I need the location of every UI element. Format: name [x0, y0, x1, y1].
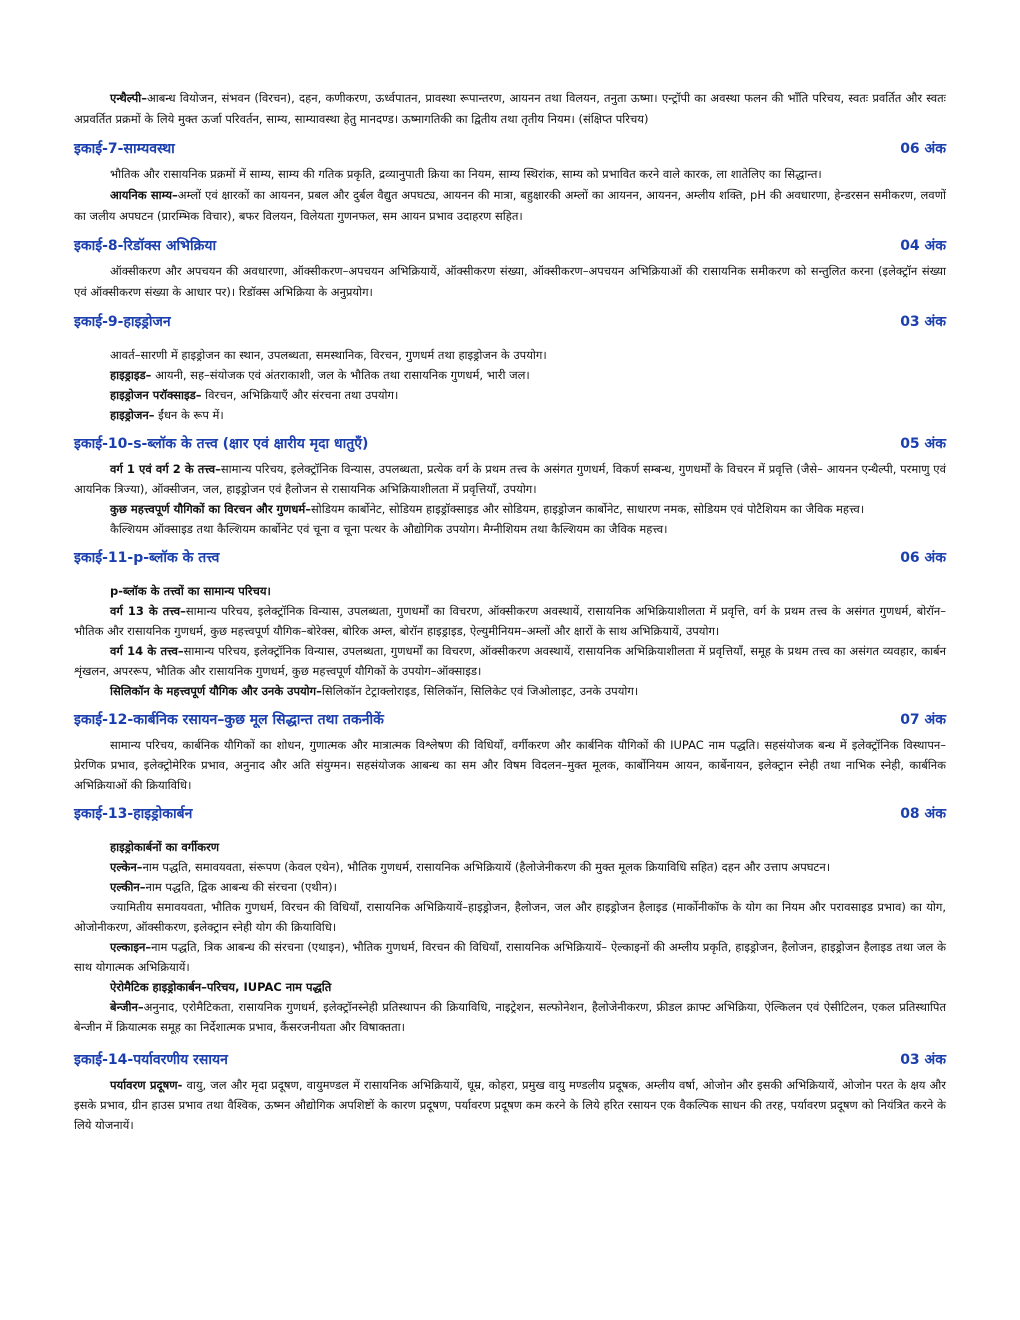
unit-14-para-1: पर्यावरण प्रदूषण- वायु, जल और मृदा प्रदूषण, वायुमण्डल में रासायनिक अभिक्रियायें, धूम्र, कोहरा, प्रमुख वायु मण्डलीय प्रदूषक, अम्लीय वर्षा, ओजोन और इसकी अभिक्रियायें, ओजोन परत के क्षय और इसके प्रभाव, ग्रीन हाउस प्रभाव तथा वैश्विक, ऊष्मन औद्योगिक अपशिष्टों के कारण प्रदूषण, पर्यावरण प्रदूषण कम करने के लिये हरित रसायन एक वैकल्पिक साधन की तरह, पर्यावरण प्रदूषण को नियंत्रित करने के लिये योजनायें।	[74, 1078, 946, 1132]
unit-12-para-1: सामान्य परिचय, कार्बनिक यौगिकों का शोधन, गुणात्मक और मात्रात्मक विश्लेषण की विधियाँ, वर्गीकरण और कार्बनिक यौगिकों की IUPAC नाम पद्धति। सहसंयोजक बन्ध में इलेक्ट्रॉनिक विस्थापन–प्रेरणिक प्रभाव, इलेक्ट्रोमेरिक प्रभाव, अनुनाद और अति संयुग्मन। सहसंयोजक आबन्ध का सम और विषम विदलन–मुक्त मूलक, कार्बोनियम आयन, कार्बेनायन, इलेक्ट्रान स्नेही तथा नाभिक स्नेही, कार्बनिक अभिक्रियाओं की क्रियाविधि।	[74, 738, 946, 792]
unit-7-para-2: आयनिक साम्य–अम्लों एवं क्षारकों का आयनन, प्रबल और दुर्बल वैद्युत अपघट्य, आयनन की मात्रा, बहुक्षारकी अम्लों का आयनन, आयनन, अम्लीय शक्ति, pH की अवधारणा, हेन्डरसन समीकरण, लवणों का जलीय अपघटन (प्रारम्भिक विचार), बफर विलयन, विलेयता गुणनफल, सम आयन प्रभाव उदाहरण सहित।	[74, 188, 946, 223]
unit-13-marks: 08 अंक	[900, 806, 946, 822]
unit-7-title: इकाई-7-साम्यवस्था	[74, 141, 175, 157]
unit-13-heading	[74, 803, 946, 825]
unit-13-lead: हाइड्रोकार्बनों का वर्गीकरण	[110, 840, 220, 854]
unit-13-benzene: बेन्जीन–अनुनाद, एरोमैटिकता, रासायनिक गुणधर्म, इलेक्ट्रॉनस्नेही प्रतिस्थापन की क्रियाविधि, नाइट्रेशन, सल्फोनेशन, हैलोजेनीकरण, फ्रीडल क्राफ्ट अभिक्रिया, ऐल्किलन एवं ऐसीटिलन, एकल प्रतिस्थापित बेन्जीन में क्रियात्मक समूह का निर्देशात्मक प्रभाव, कैंसरजनीयता और विषाक्तता।	[74, 1000, 946, 1034]
unit-10-marks: 05 अंक	[900, 436, 946, 452]
unit-12-title: इकाई-12-कार्बनिक रसायन–कुछ मूल सिद्धान्त तथा तकनीकें	[74, 712, 384, 728]
unit-9-marks: 03 अंक	[900, 314, 946, 330]
unit-10-para-3: कैल्शियम ऑक्साइड तथा कैल्शियम कार्बोनेट एवं चूना व चूना पत्थर के औद्योगिक उपयोग। मैग्नीशियम तथा कैल्शियम का जैविक महत्त्व।	[110, 522, 668, 536]
unit-10-para-2: कुछ महत्त्वपूर्ण यौगिकों का विरचन और गुणधर्म–सोडियम कार्बोनेट, सोडियम हाइड्रॉक्साइड और सोडियम, हाइड्रोजन कार्बोनेट, साधारण नमक, सोडियम एवं पोटैशियम का जैविक महत्त्व।	[110, 502, 865, 516]
unit-9-line-4: हाइड्रोजन– ईंधन के रूप में।	[110, 408, 224, 422]
unit-13-alkane: एल्केन–नाम पद्धति, समावयवता, संरूपण (केवल एथेन), भौतिक गुणधर्म, रासायनिक अभिक्रियायें (हैलोजेनीकरण की मुक्त मूलक क्रियाविधि सहित) दहन और उत्ताप अपघटन।	[110, 860, 831, 874]
enthalpy-term: एन्थैल्पी–	[110, 91, 147, 105]
unit-8-marks: 04 अंक	[900, 238, 946, 254]
unit-13-alkene: एल्कीन–नाम पद्धति, द्विक आबन्ध की संरचना (एथीन)।	[110, 880, 337, 894]
syllabus-page	[74, 88, 946, 1135]
unit-7-marks: 06 अंक	[900, 141, 946, 157]
unit-9-line-3: हाइड्रोजन परॉक्साइड– विरचन, अभिक्रियाएँ और संरचना तथा उपयोग।	[110, 388, 399, 402]
unit-9-title: इकाई-9-हाइड्रोजन	[74, 314, 171, 330]
unit-11-heading	[74, 547, 946, 569]
unit-9-line-1: आवर्त–सारणी में हाइड्रोजन का स्थान, उपलब्धता, समस्थानिक, विरचन, गुणधर्म तथा हाइड्रोजन के उपयोग।	[110, 348, 547, 362]
unit-11-para-1: वर्ग 13 के तत्त्व–सामान्य परिचय, इलेक्ट्रॉनिक विन्यास, उपलब्धता, गुणधर्मों का विचरण, ऑक्सीकरण अवस्थायें, रासायनिक अभिक्रियाशीलता में प्रवृत्ति, वर्ग के प्रथम तत्त्व के असंगत गुणधर्म, बोरॉन–भौतिक और रासायनिक गुणधर्म, कुछ महत्त्वपूर्ण यौगिक–बोरेक्स, बोरिक अम्ल, बोरॉन हाइड्राइड, ऐल्युमीनियम–अम्लों और क्षारों के साथ अभिक्रियायें, उपयोग।	[74, 604, 946, 638]
unit-13-alkyne: एल्काइन–नाम पद्धति, त्रिक आबन्ध की संरचना (एथाइन), भौतिक गुणधर्म, विरचन की विधियाँ, रासायनिक अभिक्रियायें– ऐल्काइनों की अम्लीय प्रकृति, हाइड्रोजन, हैलोजन, हाइड्रोजन हैलाइड तथा जल के साथ योगात्मक अभिक्रियायें।	[74, 940, 946, 974]
unit-8-heading	[74, 235, 946, 257]
enthalpy-paragraph: एन्थैल्पी–आबन्ध वियोजन, संभवन (विरचन), दहन, कणीकरण, ऊर्ध्वपातन, प्रावस्था रूपान्तरण, आयनन तथा विलयन, तनुता ऊष्मा। एन्ट्रॉपी का अवस्था फलन की भाँति परिचय, स्वतः प्रवर्तित और स्वतः अप्रवर्तित प्रक्रमों के लिये मुक्त ऊर्जा परिवर्तन, साम्य, साम्यावस्था हेतु मानदण्ड। ऊष्मागतिकी का द्वितीय तथा तृतीय नियम। (संक्षिप्त परिचय)	[74, 91, 946, 126]
unit-11-marks: 06 अंक	[900, 550, 946, 566]
unit-11-lead: p-ब्लॉक के तत्त्वों का सामान्य परिचय।	[110, 584, 271, 598]
unit-13-aromatic: ऐरोमैटिक हाइड्रोकार्बन–परिचय, IUPAC नाम पद्धति	[110, 980, 332, 994]
unit-10-title: इकाई-10-s-ब्लॉक के तत्त्व (क्षार एवं क्षारीय मृदा धातुएँ)	[74, 436, 369, 452]
unit-9-heading	[74, 311, 946, 333]
unit-12-heading	[74, 709, 946, 731]
unit-10-heading	[74, 433, 946, 455]
unit-13-geometric: ज्यामितीय समावयवता, भौतिक गुणधर्म, विरचन की विधियाँ, रासायनिक अभिक्रियायें–हाइड्रोजन, हैलोजन, जल और हाइड्रोजन हैलाइड (मार्कोनीकॉफ के योग का नियम और परावसाइड प्रभाव) का योग, ओजोनीकरण, ऑक्सीकरण, इलेक्ट्रान स्नेही योग की क्रियाविधि।	[74, 900, 946, 934]
unit-8-para-1: ऑक्सीकरण और अपचयन की अवधारणा, ऑक्सीकरण–अपचयन अभिक्रियायें, ऑक्सीकरण संख्या, ऑक्सीकरण–अपचयन अभिक्रियाओं की रासायनिक समीकरण को सन्तुलित करना (इलेक्ट्रॉन संख्या एवं ऑक्सीकरण संख्या के आधार पर)। रिडॉक्स अभिक्रिया के अनुप्रयोग।	[74, 264, 946, 299]
unit-11-para-3: सिलिकॉन के महत्त्वपूर्ण यौगिक और उनके उपयोग–सिलिकॉन टेट्राक्लोराइड, सिलिकॉन, सिलिकेट एवं जिओलाइट, उनके उपयोग।	[110, 684, 639, 698]
unit-14-title: इकाई-14-पर्यावरणीय रसायन	[74, 1052, 228, 1068]
unit-11-title: इकाई-11-p-ब्लॉक के तत्त्व	[74, 550, 220, 566]
unit-12-marks: 07 अंक	[900, 712, 946, 728]
unit-7-para-1: भौतिक और रासायनिक प्रक्रमों में साम्य, साम्य की गतिक प्रकृति, द्रव्यानुपाती क्रिया का नियम, साम्य स्थिरांक, साम्य को प्रभावित करने वाले कारक, ला शातेलिए का सिद्धान्त।	[110, 167, 822, 181]
unit-14-heading	[74, 1049, 946, 1071]
unit-10-para-1: वर्ग 1 एवं वर्ग 2 के तत्त्व–सामान्य परिचय, इलेक्ट्रॉनिक विन्यास, उपलब्धता, प्रत्येक वर्ग के प्रथम तत्त्व के असंगत गुणधर्म, विकर्ण सम्बन्ध, गुणधर्मों के विचरन में प्रवृत्ति (जैसे– आयनन एन्थैल्पी, परमाणु एवं आयनिक त्रिज्या), ऑक्सीजन, जल, हाइड्रोजन एवं हैलोजन से रासायनिक अभिक्रियाशीलता में प्रवृत्तियाँ, उपयोग।	[74, 462, 946, 496]
unit-8-title: इकाई-8-रिडॉक्स अभिक्रिया	[74, 238, 217, 254]
unit-9-line-2: हाइड्राइड– आयनी, सह–संयोजक एवं अंतराकाशी, जल के भौतिक तथा रासायनिक गुणधर्म, भारी जल।	[110, 368, 530, 382]
unit-11-para-2: वर्ग 14 के तत्त्व–सामान्य परिचय, इलेक्ट्रॉनिक विन्यास, उपलब्धता, गुणधर्मों का विचरण, ऑक्सीकरण अवस्थायें, रासायनिक अभिक्रियाशीलता में प्रवृत्तियाँ, समूह के प्रथम तत्त्व का असंगत व्यवहार, कार्बन शृंखलन, अपररूप, भौतिक और रासायनिक गुणधर्म, कुछ महत्त्वपूर्ण यौगिकों के उपयोग–ऑक्साइड।	[74, 644, 946, 678]
unit-14-marks: 03 अंक	[900, 1052, 946, 1068]
unit-7-heading	[74, 138, 946, 160]
unit-13-title: इकाई-13-हाइड्रोकार्बन	[74, 806, 193, 822]
